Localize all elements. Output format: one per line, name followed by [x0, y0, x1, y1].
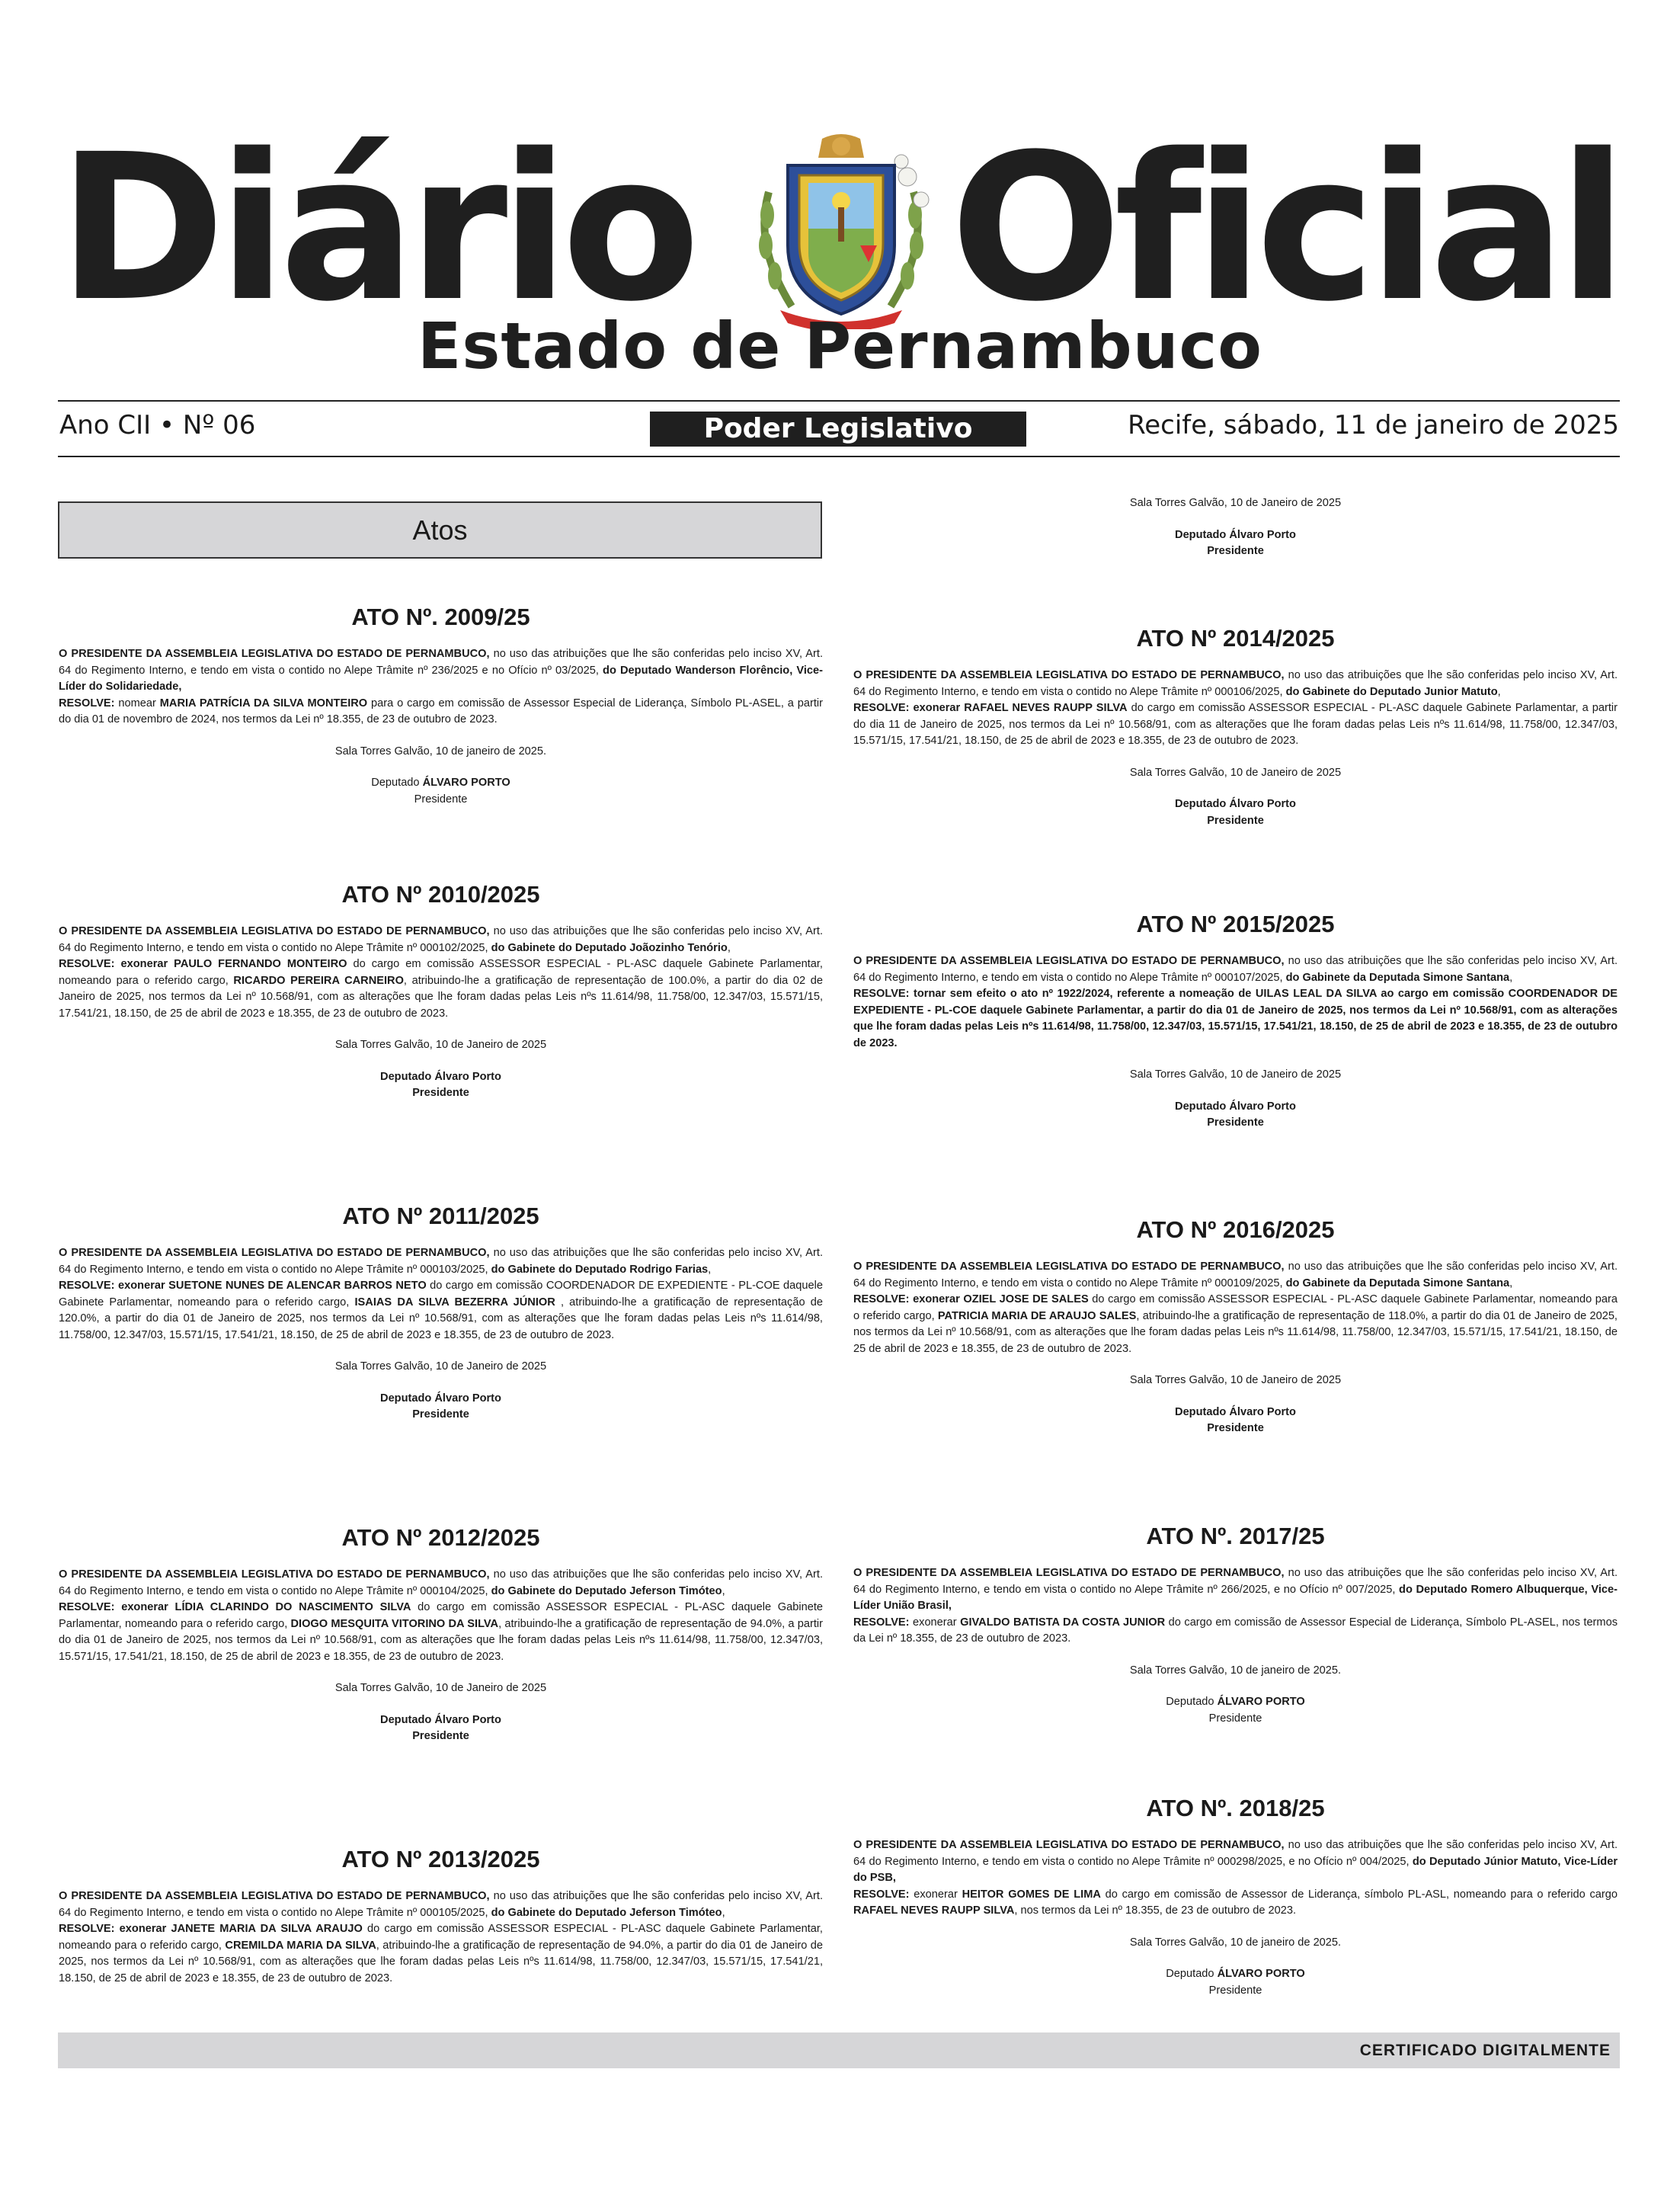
act-signer-role: Presidente	[412, 1408, 469, 1421]
footer-bar	[58, 2032, 1620, 2068]
act-resolve: RESOLVE: exonerar PAULO FERNANDO MONTEIRO do cargo em comissão ASSESSOR ESPECIAL - PL-ASC daquele Gabinete Parlamentar, nomeando para o referido cargo, RICARDO PEREIRA CARNEIRO, atribuindo-lhe a gratificação de representação de 100.0%, a partir do dia 02 de Janeiro de 2025, nos termos da Lei nº 10.568/91, com as alterações que lhe foram dadas pelas Leis nºs 11.614/98, 11.758/00, 12.347/03, 15.571/15, 17.541/21, 18.150, de 25 de abril de 2023 e 18.355, de 23 de outubro de 2023.	[59, 958, 823, 1020]
act-place-date: Sala Torres Galvão, 10 de Janeiro de 2025	[1129, 1374, 1342, 1386]
act-signer: Deputado Álvaro Porto	[1175, 1405, 1296, 1418]
act-preamble: O PRESIDENTE DA ASSEMBLEIA LEGISLATIVA DO ESTADO DE PERNAMBUCO, no uso das atribuições que lhe são conferidas pelo inciso XV, Art. 64 do Regimento Interno, e tendo em vista o contido no Alepe Trâmite nº 000109/2025, do Gabinete da Deputada Simone Santana,	[853, 1260, 1618, 1289]
act-signer-role: Presidente	[1208, 1984, 1262, 1997]
act-preamble: O PRESIDENTE DA ASSEMBLEIA LEGISLATIVA DO ESTADO DE PERNAMBUCO, no uso das atribuições que lhe são conferidas pelo inciso XV, Art. 64 do Regimento Interno, e tendo em vista o contido no Alepe Trâmite nº 000298/2025, e no Ofício nº 004/2025, do Deputado Júnior Matuto, Vice-Líder do PSB,	[853, 1839, 1618, 1884]
masthead-subtitle: Estado de Pernambuco	[417, 309, 1263, 383]
act-signer-role: Presidente	[412, 1730, 469, 1742]
act-title: ATO Nº. 2018/25	[1146, 1795, 1325, 1821]
act-preamble: O PRESIDENTE DA ASSEMBLEIA LEGISLATIVA DO ESTADO DE PERNAMBUCO, no uso das atribuições que lhe são conferidas pelo inciso XV, Art. 64 do Regimento Interno, e tendo em vista o contido no Alepe Trâmite nº 000105/2025, do Gabinete do Deputado Jeferson Timóteo,	[59, 1890, 823, 1919]
pernambuco-coat-of-arms-icon	[738, 131, 944, 329]
act-2013	[59, 1844, 823, 1987]
act-signer: Deputado ÁLVARO PORTO	[371, 777, 510, 789]
act-signer-role: Presidente	[1207, 1116, 1264, 1129]
act-place-date: Sala Torres Galvão, 10 de janeiro de 2025.	[1129, 1936, 1342, 1949]
act-place-date: Sala Torres Galvão, 10 de Janeiro de 2025	[1129, 1068, 1342, 1081]
header-rule-top	[58, 400, 1620, 402]
act-title: ATO Nº. 2009/25	[351, 604, 530, 630]
act-signer: Deputado Álvaro Porto	[380, 1070, 501, 1083]
act-signer: Deputado Álvaro Porto	[1175, 1100, 1296, 1113]
act-preamble: O PRESIDENTE DA ASSEMBLEIA LEGISLATIVA DO ESTADO DE PERNAMBUCO, no uso das atribuições que lhe são conferidas pelo inciso XV, Art. 64 do Regimento Interno, e tendo em vista o contido no Alepe Trâmite nº 000107/2025, do Gabinete da Deputada Simone Santana,	[853, 955, 1618, 984]
act-2011	[59, 1201, 823, 1424]
act-signer: Deputado ÁLVARO PORTO	[1166, 1968, 1305, 1980]
act-resolve: RESOLVE: exonerar JANETE MARIA DA SILVA ARAUJO do cargo em comissão ASSESSOR ESPECIAL - PL-ASC daquele Gabinete Parlamentar, nomeando para o referido cargo, CREMILDA MARIA DA SILVA, atribuindo-lhe a gratificação de representação de 94.0%, a partir do dia 01 de Janeiro de 2025, nos termos da Lei nº 10.568/91, com as alterações que lhe foram dadas pelas Leis nºs 11.614/98, 11.758/00, 12.347/03, 15.571/15, 17.541/21, 18.150, de 25 de abril de 2023 e 18.355, de 23 de outubro de 2023.	[59, 1923, 823, 1984]
carryover-signature	[853, 495, 1618, 560]
act-signer: Deputado Álvaro Porto	[1175, 798, 1296, 810]
act-title: ATO Nº 2012/2025	[341, 1524, 540, 1551]
act-preamble: O PRESIDENTE DA ASSEMBLEIA LEGISLATIVA DO ESTADO DE PERNAMBUCO, no uso das atribuições que lhe são conferidas pelo inciso XV, Art. 64 do Regimento Interno, e tendo em vista o contido no Alepe Trâmite nº 000102/2025, do Gabinete do Deputado Joãozinho Tenório,	[59, 925, 823, 954]
act-signer-role: Presidente	[1207, 814, 1264, 827]
act-preamble: O PRESIDENTE DA ASSEMBLEIA LEGISLATIVA DO ESTADO DE PERNAMBUCO, no uso das atribuições que lhe são conferidas pelo inciso XV, Art. 64 do Regimento Interno, e tendo em vista o contido no Alepe Trâmite nº 266/2025, e no Ofício nº 007/2025, do Deputado Romero Albuquerque, Vice-Líder União Brasil,	[853, 1567, 1618, 1612]
act-place-date: Sala Torres Galvão, 10 de janeiro de 2025.	[1129, 1664, 1342, 1677]
header-rule-bottom	[58, 456, 1620, 457]
act-place-date: Sala Torres Galvão, 10 de Janeiro de 2025	[1129, 766, 1342, 779]
act-2015	[853, 909, 1618, 1132]
act-signer-role: Presidente	[1207, 545, 1264, 557]
issue-number: Ano CII • Nº 06	[59, 410, 256, 440]
section-label: Poder Legislativo	[650, 412, 1026, 447]
act-title: ATO Nº 2016/2025	[1136, 1216, 1335, 1243]
act-resolve: RESOLVE: exonerar OZIEL JOSE DE SALES do cargo em comissão ASSESSOR ESPECIAL - PL-ASC daquele Gabinete Parlamentar, nomeando para o referido cargo, PATRICIA MARIA DE ARAUJO SALES, atribuindo-lhe a gratificação de representação de 118.0%, a partir do dia 01 de Janeiro de 2025, nos termos da Lei nº 10.568/91, com as alterações que lhe foram dadas pelas Leis nºs 11.614/98, 11.758/00, 12.347/03, 15.571/15, 17.541/21, 18.150, de 25 de abril de 2023 e 18.355, de 23 de outubro de 2023.	[853, 1293, 1618, 1355]
act-preamble: O PRESIDENTE DA ASSEMBLEIA LEGISLATIVA DO ESTADO DE PERNAMBUCO, no uso das atribuições que lhe são conferidas pelo inciso XV, Art. 64 do Regimento Interno, e tendo em vista o contido no Alepe Trâmite nº 000104/2025, do Gabinete do Deputado Jeferson Timóteo,	[59, 1568, 823, 1597]
act-title: ATO Nº 2013/2025	[341, 1846, 540, 1872]
act-place-date: Sala Torres Galvão, 10 de Janeiro de 2025	[1129, 497, 1342, 509]
act-title: ATO Nº. 2017/25	[1146, 1523, 1325, 1549]
act-2016	[853, 1215, 1618, 1437]
masthead-title-left: Diário	[58, 111, 693, 346]
act-place-date: Sala Torres Galvão, 10 de janeiro de 2025.	[334, 745, 547, 758]
act-resolve: RESOLVE: tornar sem efeito o ato nº 1922/2024, referente a nomeação de UILAS LEAL DA SILVA ao cargo em comissão COORDENADOR DE EXPEDIENTE - PL-COE daquele Gabinete Parlamentar, a partir do dia 01 de Janeiro de 2025, nos termos da Lei nº 10.568/91, com as alterações que lhe foram dadas pelas Leis nºs 11.614/98, 11.758/00, 12.347/03, 15.571/15, 17.541/21, 18.150, de 25 de abril de 2023 e 18.355, de 23 de outubro de 2023.	[853, 988, 1618, 1049]
act-2010	[59, 879, 823, 1102]
act-signer: Deputado Álvaro Porto	[1175, 528, 1296, 541]
act-signer-role: Presidente	[412, 1087, 469, 1099]
act-resolve: RESOLVE: nomear MARIA PATRÍCIA DA SILVA MONTEIRO para o cargo em comissão de Assessor Especial de Liderança, Símbolo PL-ASEL, a partir do dia 01 de novembro de 2024, nos termos da Lei nº 18.355, de 23 de outubro de 2023.	[59, 697, 823, 726]
act-place-date: Sala Torres Galvão, 10 de Janeiro de 2025	[334, 1360, 547, 1373]
section-header-atos: Atos	[58, 501, 822, 559]
act-resolve: RESOLVE: exonerar GIVALDO BATISTA DA COSTA JUNIOR do cargo em comissão de Assessor Especial de Liderança, Símbolo PL-ASEL, nos termos da Lei nº 18.355, de 23 de outubro de 2023.	[853, 1616, 1618, 1645]
act-signer: Deputado ÁLVARO PORTO	[1166, 1696, 1305, 1708]
act-preamble: O PRESIDENTE DA ASSEMBLEIA LEGISLATIVA DO ESTADO DE PERNAMBUCO, no uso das atribuições que lhe são conferidas pelo inciso XV, Art. 64 do Regimento Interno, e tendo em vista o contido no Alepe Trâmite nº 000103/2025, do Gabinete do Deputado Rodrigo Farias,	[59, 1247, 823, 1276]
act-2009	[59, 602, 823, 808]
act-signer-role: Presidente	[1207, 1422, 1264, 1434]
act-title: ATO Nº 2011/2025	[342, 1203, 539, 1229]
dateline: Recife, sábado, 11 de janeiro de 2025	[1128, 410, 1619, 440]
act-signer: Deputado Álvaro Porto	[380, 1392, 501, 1405]
act-2014	[853, 623, 1618, 829]
act-signer-role: Presidente	[414, 793, 468, 806]
act-resolve: RESOLVE: exonerar SUETONE NUNES DE ALENCAR BARROS NETO do cargo em comissão COORDENADOR DE EXPEDIENTE - PL-COE daquele Gabinete Parlamentar, nomeando para o referido cargo, ISAIAS DA SILVA BEZERRA JÚNIOR , atribuindo-lhe a gratificação de representação de 120.0%, a partir do dia 01 de Janeiro de 2025, nos termos da Lei nº 10.568/91, com as alterações que lhe foram dadas pelas Leis nºs 11.614/98, 11.758/00, 12.347/03, 15.571/15, 17.541/21, 18.150, de 25 de abril de 2023 e 18.355, de 23 de outubro de 2023.	[59, 1280, 823, 1341]
act-resolve: RESOLVE: exonerar HEITOR GOMES DE LIMA do cargo em comissão de Assessor de Liderança, símbolo PL-ASL, nomeando para o referido cargo RAFAEL NEVES RAUPP SILVA, nos termos da Lei nº 18.355, de 23 de outubro de 2023.	[853, 1888, 1618, 1917]
act-preamble: O PRESIDENTE DA ASSEMBLEIA LEGISLATIVA DO ESTADO DE PERNAMBUCO, no uso das atribuições que lhe são conferidas pelo inciso XV, Art. 64 do Regimento Interno, e tendo em vista o contido no Alepe Trâmite nº 236/2025 e no Ofício nº 03/2025, do Deputado Wanderson Florêncio, Vice-Líder do Solidariedade,	[59, 648, 824, 693]
act-2017	[853, 1521, 1618, 1727]
act-resolve: RESOLVE: exonerar RAFAEL NEVES RAUPP SILVA do cargo em comissão ASSESSOR ESPECIAL - PL-ASC daquele Gabinete Parlamentar, a partir do dia 11 de Janeiro de 2025, nos termos da Lei nº 10.568/91, com as alterações que lhe foram dadas pelas Leis nºs 11.614/98, 11.758/00, 12.347/03, 15.571/15, 17.541/21, 18.150, de 25 de abril de 2023 e 18.355, de 23 de outubro de 2023.	[853, 702, 1618, 747]
act-signer: Deputado Álvaro Porto	[380, 1713, 501, 1726]
masthead-title-right: Oficial	[950, 111, 1620, 346]
act-title: ATO Nº 2014/2025	[1136, 625, 1335, 652]
act-place-date: Sala Torres Galvão, 10 de Janeiro de 2025	[334, 1682, 547, 1694]
act-resolve: RESOLVE: exonerar LÍDIA CLARINDO DO NASCIMENTO SILVA do cargo em comissão ASSESSOR ESPECIAL - PL-ASC daquele Gabinete Parlamentar, nomeando para o referido cargo, DIOGO MESQUITA VITORINO DA SILVA, atribuindo-lhe a gratificação de representação de 94.0%, a partir do dia 01 de Janeiro de 2025, nos termos da Lei nº 10.568/91, com as alterações que lhe foram dadas pelas Leis nºs 11.614/98, 11.758/00, 12.347/03, 15.571/15, 17.541/21, 18.150, de 25 de abril de 2023 e 18.355, de 23 de outubro de 2023.	[59, 1601, 823, 1663]
act-preamble: O PRESIDENTE DA ASSEMBLEIA LEGISLATIVA DO ESTADO DE PERNAMBUCO, no uso das atribuições que lhe são conferidas pelo inciso XV, Art. 64 do Regimento Interno, e tendo em vista o contido no Alepe Trâmite nº 000106/2025, do Gabinete do Deputado Junior Matuto,	[853, 669, 1618, 698]
act-title: ATO Nº 2010/2025	[341, 881, 540, 908]
act-title: ATO Nº 2015/2025	[1136, 911, 1335, 937]
act-2012	[59, 1523, 823, 1745]
act-place-date: Sala Torres Galvão, 10 de Janeiro de 2025	[334, 1039, 547, 1051]
act-2018	[853, 1793, 1618, 1999]
digital-certificate-label: CERTIFICADO DIGITALMENTE	[1359, 2042, 1611, 2059]
act-signer-role: Presidente	[1208, 1712, 1262, 1725]
